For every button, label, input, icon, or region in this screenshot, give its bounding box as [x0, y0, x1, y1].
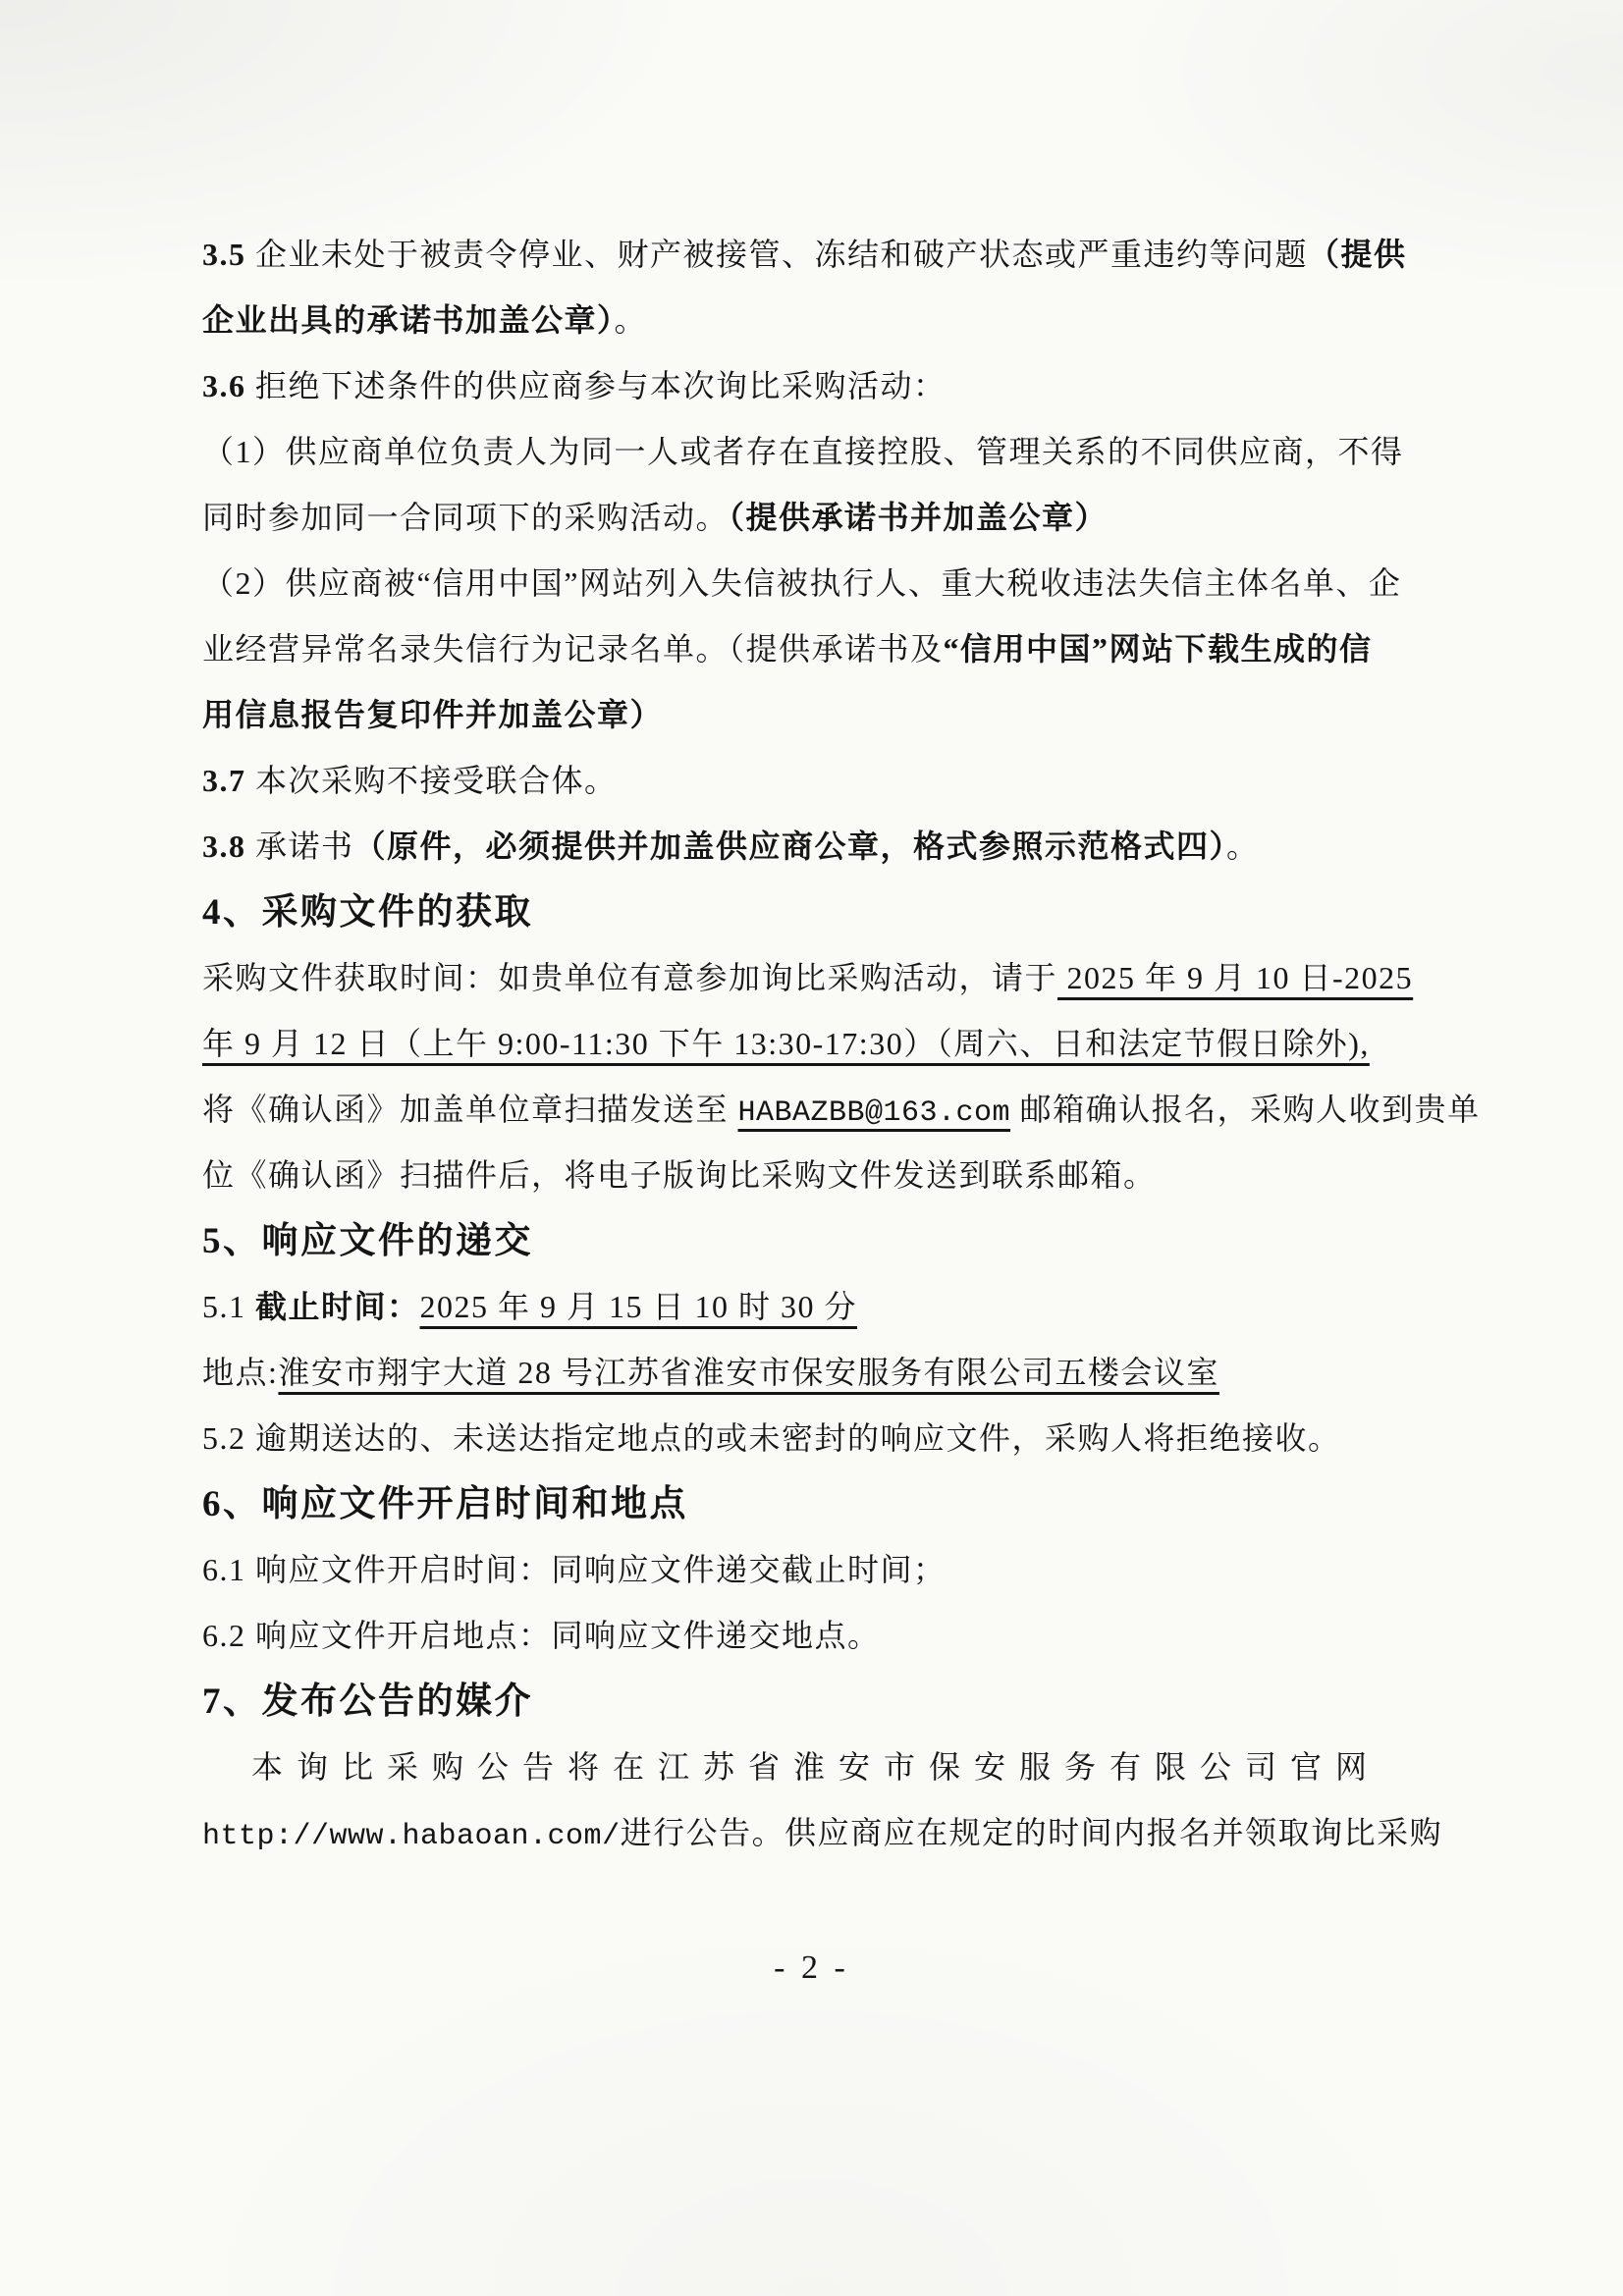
text-segment: 淮安市翔宇大道 28 号江苏省淮安市保安服务有限公司五楼会议室 — [278, 1355, 1219, 1390]
text-line — [202, 551, 1469, 616]
text-line — [202, 1011, 1469, 1077]
text-line — [202, 945, 1469, 1011]
text-segment: 用信息报告复印件并加盖公章） — [202, 697, 664, 732]
text-line — [202, 485, 1469, 551]
text-segment: 年 9 月 12 日（上午 9:00-11:30 下午 13:30-17:30）（周六、日和法定节假日除外), — [202, 1026, 1370, 1061]
text-segment: 4、采购文件的获取 — [202, 892, 533, 933]
text-line — [202, 748, 1469, 814]
text-segment: HABAZBB@163.com — [737, 1096, 1011, 1130]
text-segment: “信用中国”网站下载生成的信 — [943, 631, 1373, 667]
text-segment: 6.2 响应文件开启地点：同响应文件递交地点。 — [202, 1618, 881, 1653]
text-line — [202, 222, 1469, 288]
text-segment: 将《确认函》加盖单位章扫描发送至 — [202, 1092, 738, 1127]
text-segment: 5、响应文件的递交 — [202, 1221, 533, 1261]
section-heading — [202, 880, 1469, 945]
text-line — [202, 1077, 1481, 1143]
text-line — [202, 1143, 1469, 1208]
text-segment: 。 — [614, 302, 648, 338]
page-number: - 2 - — [774, 1949, 849, 1986]
text-segment: 企业未处于被责令停业、财产被接管、冻结和破产状态或严重违约等问题 — [255, 237, 1309, 272]
text-line — [202, 814, 1469, 880]
text-segment: 5.1 — [202, 1289, 255, 1324]
text-line — [202, 1406, 1469, 1471]
text-segment: 2025 年 9 月 10 日-2025 — [1057, 960, 1414, 995]
text-segment: 承诺书 — [255, 828, 354, 864]
text-line — [202, 1340, 1469, 1406]
text-segment: （2）供应商被“信用中国”网站列入失信被执行人、重大税收违法失信主体名单、企 — [202, 565, 1402, 601]
section-heading — [202, 1669, 1469, 1735]
text-segment: （提供承诺书并加盖公章） — [729, 500, 1109, 535]
text-segment: 5.2 逾期送达的、未送达指定地点的或未密封的响应文件，采购人将拒绝接收。 — [202, 1420, 1341, 1456]
text-segment: 采购文件获取时间：如贵单位有意参加询比采购活动，请于 — [202, 960, 1058, 995]
text-line — [202, 353, 1469, 419]
document-body — [202, 222, 1481, 1866]
text-segment: 位《确认函》扫描件后，将电子版询比采购文件发送到联系邮箱。 — [202, 1157, 1157, 1193]
text-line — [202, 1274, 1469, 1340]
text-segment: 拒绝下述条件的供应商参与本次询比采购活动： — [255, 368, 947, 403]
text-segment: 7、发布公告的媒介 — [202, 1682, 533, 1722]
text-segment: 。 — [1226, 828, 1260, 864]
text-line — [202, 419, 1469, 485]
text-segment: （原件，必须提供并加盖供应商公章，格式参照示范格式四） — [353, 828, 1227, 864]
text-segment: 2025 年 9 月 15 日 10 时 30 分 — [419, 1289, 858, 1324]
section-heading — [202, 1471, 1469, 1537]
text-segment: 企业出具的承诺书加盖公章） — [202, 302, 615, 338]
text-line — [202, 682, 1469, 748]
text-segment: 6.1 响应文件开启时间：同响应文件递交截止时间； — [202, 1552, 947, 1587]
section-heading — [202, 1208, 1469, 1274]
text-line — [202, 616, 1469, 682]
text-segment: 地点: — [202, 1355, 279, 1390]
text-segment: 3.5 — [202, 237, 255, 272]
text-segment: 同时参加同一合同项下的采购活动。 — [202, 500, 730, 535]
text-segment: 3.8 — [202, 828, 255, 864]
text-segment: 3.6 — [202, 368, 255, 403]
text-segment: 进行公告。供应商应在规定的时间内报名并领取询比采购 — [620, 1815, 1443, 1850]
text-segment: 本次采购不接受联合体。 — [255, 763, 618, 798]
text-line — [202, 1603, 1469, 1669]
text-segment: （提供 — [1308, 237, 1407, 272]
text-segment: 截止时间： — [255, 1289, 420, 1324]
text-segment: 6、响应文件开启时间和地点 — [202, 1484, 688, 1524]
text-line — [202, 288, 1469, 353]
text-line — [202, 1735, 1469, 1800]
text-segment: 业经营异常名录失信行为记录名单。（提供承诺书及 — [202, 631, 944, 667]
text-segment: 本询比采购公告将在江苏省淮安市保安服务有限公司官网 — [251, 1749, 1381, 1785]
text-segment: http://www.habaoan.com/ — [202, 1820, 621, 1853]
text-line — [202, 1537, 1469, 1603]
text-segment: 邮箱确认报名，采购人收到贵单 — [1010, 1092, 1481, 1127]
text-segment: （1）供应商单位负责人为同一人或者存在直接控股、管理关系的不同供应商，不得 — [202, 434, 1404, 469]
text-line — [202, 1800, 1469, 1866]
text-segment: 3.7 — [202, 763, 255, 798]
